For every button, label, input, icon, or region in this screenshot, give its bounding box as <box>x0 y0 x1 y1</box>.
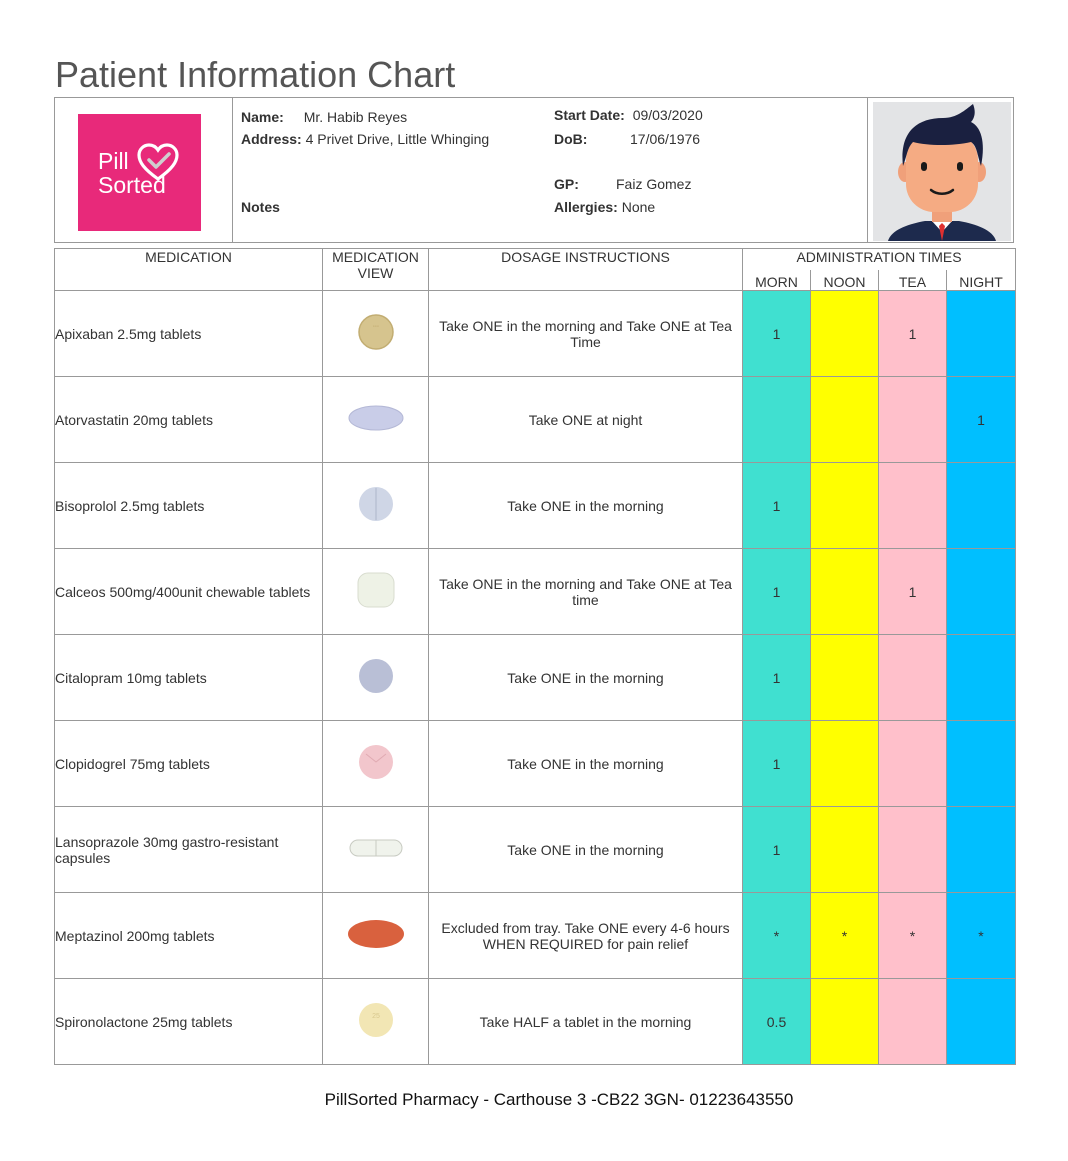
noon-dose <box>811 807 879 893</box>
tea-dose: * <box>879 893 947 979</box>
header-morn: MORN <box>743 270 811 291</box>
pill-image <box>323 377 429 463</box>
tea-dose <box>879 721 947 807</box>
dosage-instructions: Take ONE in the morning <box>429 721 743 807</box>
table-row <box>55 291 1016 377</box>
gp-row <box>554 176 692 192</box>
heart-check-icon <box>136 143 180 183</box>
tea-dose <box>879 979 947 1065</box>
medication-table <box>54 248 1016 1065</box>
morn-dose: 0.5 <box>743 979 811 1065</box>
pill-image <box>323 635 429 721</box>
tea-dose <box>879 377 947 463</box>
noon-dose <box>811 549 879 635</box>
pill-image <box>323 291 429 377</box>
gp-name: Faiz Gomez <box>616 176 692 192</box>
allergies-label: Allergies: <box>554 199 618 215</box>
night-dose: * <box>947 893 1016 979</box>
pill-image <box>323 721 429 807</box>
pill-image <box>323 893 429 979</box>
morn-dose: * <box>743 893 811 979</box>
dosage-instructions: Take ONE in the morning <box>429 807 743 893</box>
night-dose <box>947 721 1016 807</box>
header-noon: NOON <box>811 270 879 291</box>
noon-dose <box>811 635 879 721</box>
pillsorted-logo <box>78 114 201 231</box>
logo-cell <box>55 98 233 242</box>
night-dose: 1 <box>947 377 1016 463</box>
svg-text:◦◦◦: ◦◦◦ <box>372 324 379 330</box>
oval-orange-pill-icon <box>346 941 406 957</box>
pill-image <box>323 979 429 1065</box>
dosage-instructions: Take ONE in the morning <box>429 635 743 721</box>
header-dosage: DOSAGE INSTRUCTIONS <box>429 249 743 291</box>
pill-image <box>323 463 429 549</box>
dosage-instructions: Take ONE in the morning <box>429 463 743 549</box>
noon-dose <box>811 721 879 807</box>
notes-row <box>241 199 280 215</box>
oval-lavender-pill-icon <box>346 425 406 441</box>
tea-dose <box>879 635 947 721</box>
round-pink-pill-icon <box>352 769 400 785</box>
header-medication-view: MEDICATION VIEW <box>323 249 429 291</box>
start-date: 09/03/2020 <box>632 107 703 123</box>
night-dose <box>947 463 1016 549</box>
night-dose <box>947 807 1016 893</box>
noon-dose <box>811 291 879 377</box>
logo-line1: Pill <box>98 148 129 174</box>
round-grayblue-pill-icon <box>352 683 400 699</box>
svg-text:25: 25 <box>371 1013 380 1020</box>
dosage-instructions: Take ONE in the morning and Take ONE at Tea Time <box>429 291 743 377</box>
medication-name: Calceos 500mg/400unit chewable tablets <box>55 549 323 635</box>
notes-label: Notes <box>241 199 280 215</box>
table-row <box>55 377 1016 463</box>
night-dose <box>947 549 1016 635</box>
gp-label: GP: <box>554 176 579 192</box>
table-row <box>55 979 1016 1065</box>
noon-dose <box>811 979 879 1065</box>
dosage-instructions: Take HALF a tablet in the morning <box>429 979 743 1065</box>
pill-image <box>323 807 429 893</box>
dosage-instructions: Excluded from tray. Take ONE every 4-6 hours WHEN REQUIRED for pain relief <box>429 893 743 979</box>
medication-name: Atorvastatin 20mg tablets <box>55 377 323 463</box>
patient-name: Mr. Habib Reyes <box>303 109 408 125</box>
medication-name: Apixaban 2.5mg tablets <box>55 291 323 377</box>
start-date-label: Start Date: <box>554 107 625 123</box>
noon-dose: * <box>811 893 879 979</box>
start-date-row <box>554 107 703 123</box>
table-row <box>55 807 1016 893</box>
header-medication: MEDICATION <box>55 249 323 291</box>
tea-dose <box>879 463 947 549</box>
noon-dose <box>811 463 879 549</box>
medication-name: Spironolactone 25mg tablets <box>55 979 323 1065</box>
patient-address: 4 Privet Drive, Little Whinging <box>305 131 490 147</box>
noon-dose <box>811 377 879 463</box>
tea-dose: 1 <box>879 549 947 635</box>
table-row <box>55 635 1016 721</box>
header-night: NIGHT <box>947 270 1016 291</box>
medication-name: Citalopram 10mg tablets <box>55 635 323 721</box>
morn-dose: 1 <box>743 721 811 807</box>
capsule-white-pill-icon <box>346 855 406 871</box>
round-tan-pill-icon <box>352 324 400 355</box>
night-dose <box>947 635 1016 721</box>
name-row <box>241 109 407 125</box>
address-label: Address: <box>241 131 302 147</box>
round-lightblue-pill-icon <box>352 511 400 527</box>
table-row <box>55 549 1016 635</box>
allergies: None <box>621 199 656 215</box>
dosage-instructions: Take ONE at night <box>429 377 743 463</box>
medication-name: Clopidogrel 75mg tablets <box>55 721 323 807</box>
allergies-row <box>554 199 655 215</box>
medication-name: Lansoprazole 30mg gastro-resistant capsules <box>55 807 323 893</box>
morn-dose: 1 <box>743 549 811 635</box>
dosage-instructions: Take ONE in the morning and Take ONE at Tea time <box>429 549 743 635</box>
pill-image <box>323 549 429 635</box>
header-admin-times: ADMINISTRATION TIMES <box>743 249 1016 270</box>
logo-line2: Sorted <box>98 172 166 198</box>
medication-name: Bisoprolol 2.5mg tablets <box>55 463 323 549</box>
tea-dose: 1 <box>879 291 947 377</box>
morn-dose: 1 <box>743 807 811 893</box>
photo-cell <box>867 98 1014 242</box>
night-dose <box>947 291 1016 377</box>
morn-dose: 1 <box>743 291 811 377</box>
name-label: Name: <box>241 109 284 125</box>
dob: 17/06/1976 <box>630 131 701 147</box>
round-cream-pill-icon <box>352 1013 400 1043</box>
square-white-pill-icon <box>352 597 400 613</box>
table-row <box>55 721 1016 807</box>
tea-dose <box>879 807 947 893</box>
night-dose <box>947 979 1016 1065</box>
patient-avatar-icon <box>873 102 1011 241</box>
morn-dose <box>743 377 811 463</box>
table-row <box>55 463 1016 549</box>
table-row <box>55 893 1016 979</box>
page-title: Patient Information Chart <box>55 54 456 95</box>
dob-row <box>554 131 701 147</box>
patient-photo <box>873 102 1011 241</box>
dob-label: DoB: <box>554 131 588 147</box>
patient-header <box>54 97 1014 243</box>
address-row <box>241 131 489 147</box>
medication-name: Meptazinol 200mg tablets <box>55 893 323 979</box>
morn-dose: 1 <box>743 635 811 721</box>
pharmacy-footer: PillSorted Pharmacy - Carthouse 3 -CB22 3GN- 01223643550 <box>324 1090 794 1109</box>
morn-dose: 1 <box>743 463 811 549</box>
header-tea: TEA <box>879 270 947 291</box>
